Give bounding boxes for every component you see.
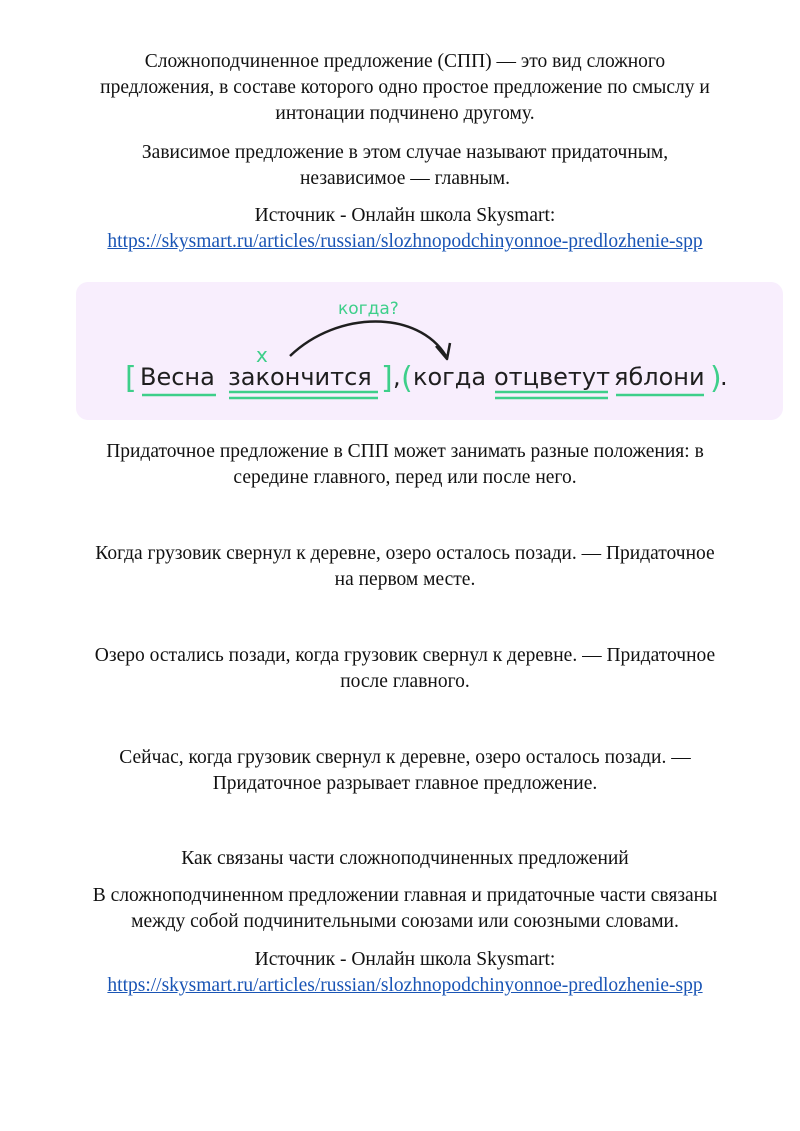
- definition-line: независимое — главным.: [299, 168, 510, 189]
- section-heading: [50, 846, 760, 872]
- definition-paragraph: [50, 140, 760, 192]
- positions-line: середине главного, перед или после него.: [233, 467, 577, 488]
- source-paragraph-1: [50, 203, 760, 255]
- source-paragraph-2: [50, 947, 760, 999]
- connection-line: между собой подчинительными союзами или союзными словами.: [131, 911, 679, 932]
- example-paragraph-3: [50, 745, 760, 797]
- positions-paragraph: [50, 439, 760, 491]
- bracket-open-square: [: [125, 361, 137, 396]
- definition-line: Зависимое предложение в этом случае называют придаточным,: [141, 142, 669, 163]
- bracket-close-paren: ): [710, 361, 722, 396]
- sentence-diagram-svg: [76, 282, 783, 420]
- source-link[interactable]: https://skysmart.ru/articles/russian/slozhnopodchinyonnoe-predlozhenie-spp: [107, 231, 703, 252]
- example-paragraph-2: [50, 643, 760, 695]
- word-vesna: Весна: [140, 363, 215, 391]
- source-link[interactable]: https://skysmart.ru/articles/russian/slozhnopodchinyonnoe-predlozhenie-spp: [107, 975, 703, 996]
- word-otcvetut: отцветут: [494, 363, 611, 391]
- predicate-marker: х: [256, 343, 268, 367]
- connection-arc: [290, 322, 446, 357]
- bracket-open-paren: (: [401, 361, 413, 396]
- word-yabloni: яблони: [614, 363, 705, 391]
- period: .: [720, 363, 728, 391]
- positions-line: Придаточное предложение в СПП может занимать разные положения: в: [106, 441, 704, 462]
- intro-line: Сложноподчиненное предложение (СПП) — это вид сложного: [144, 51, 666, 72]
- connection-line: В сложноподчиненном предложении главная и придаточные части связаны: [92, 885, 718, 906]
- source-label: Источник - Онлайн школа Skysmart:: [254, 205, 556, 226]
- comma: ,: [393, 363, 401, 391]
- intro-line: интонации подчинено другому.: [275, 103, 535, 124]
- sentence-diagram: [76, 282, 783, 420]
- example-line: Придаточное разрывает главное предложение.: [212, 773, 598, 794]
- heading-text: Как связаны части сложноподчиненных предложений: [181, 848, 629, 869]
- intro-paragraph: [50, 49, 760, 127]
- example-line: Сейчас, когда грузовик свернул к деревне, озеро осталось позади. —: [119, 747, 691, 768]
- example-paragraph-1: [50, 541, 760, 593]
- example-line: на первом месте.: [334, 569, 476, 590]
- word-zakonchitsya: закончится: [228, 363, 372, 391]
- source-label: Источник - Онлайн школа Skysmart:: [254, 949, 556, 970]
- connection-paragraph: [50, 883, 760, 935]
- example-line: после главного.: [340, 671, 470, 692]
- example-line: Озеро остались позади, когда грузовик свернул к деревне. — Придаточное: [94, 645, 716, 666]
- word-kogda: когда: [413, 363, 487, 391]
- bracket-close-square: ]: [381, 361, 393, 396]
- question-label: когда?: [338, 299, 399, 319]
- example-line: Когда грузовик свернул к деревне, озеро осталось позади. — Придаточное: [95, 543, 715, 564]
- intro-line: предложения, в составе которого одно простое предложение по смыслу и: [100, 77, 710, 98]
